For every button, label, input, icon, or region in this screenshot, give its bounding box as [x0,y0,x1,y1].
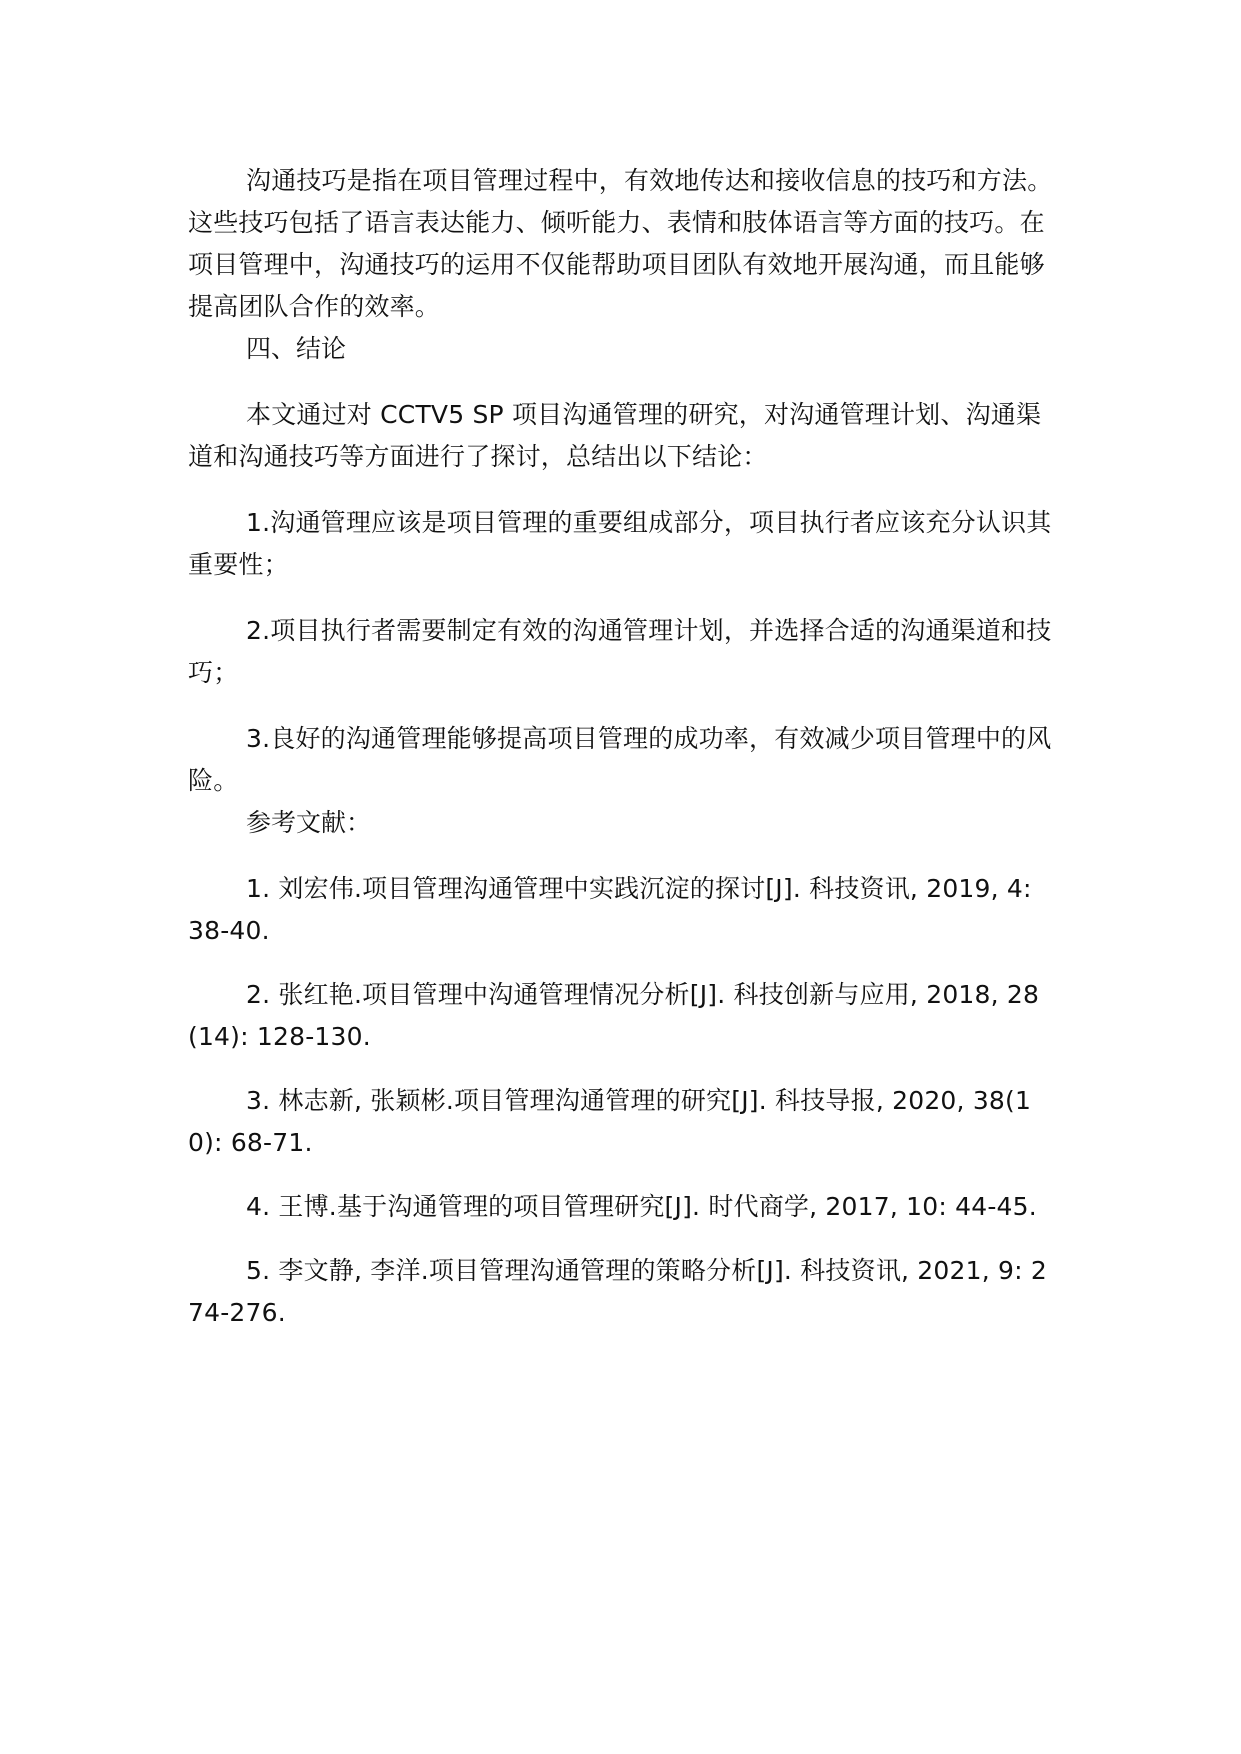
reference-item: 2. 张红艳.项目管理中沟通管理情况分析[J]. 科技创新与应用, 2018, 28(14): 128-130. [188,980,1040,1051]
conclusion-intro: 本文通过对 CCTV5 SP 项目沟通管理的研究，对沟通管理计划、沟通渠道和沟通技巧等方面进行了探讨，总结出以下结论： [188,400,1042,471]
reference-item: 1. 刘宏伟.项目管理沟通管理中实践沉淀的探讨[J]. 科技资讯, 2019, 4: 38-40. [188,874,1032,945]
reference-item: 5. 李文静, 李洋.项目管理沟通管理的策略分析[J]. 科技资讯, 2021, 9: 274-276. [188,1256,1048,1327]
references-heading: 参考文献： [246,808,372,837]
reference-item: 3. 林志新, 张颖彬.项目管理沟通管理的研究[J]. 科技导报, 2020, 38(10): 68-71. [188,1086,1032,1157]
reference-item: 4. 王博.基于沟通管理的项目管理研究[J]. 时代商学, 2017, 10: 44-45. [246,1192,1037,1221]
conclusion-item: 3.良好的沟通管理能够提高项目管理的成功率，有效减少项目管理中的风险。 [188,724,1052,795]
section-heading-conclusion: 四、结论 [246,334,347,363]
conclusion-item: 1.沟通管理应该是项目管理的重要组成部分，项目执行者应该充分认识其重要性； [188,508,1052,579]
conclusion-item: 2.项目执行者需要制定有效的沟通管理计划，并选择合适的沟通渠道和技巧； [188,616,1052,687]
document-page [188,160,1053,1334]
body-paragraph: 沟通技巧是指在项目管理过程中，有效地传达和接收信息的技巧和方法。这些技巧包括了语言表达能力、倾听能力、表情和肢体语言等方面的技巧。在项目管理中，沟通技巧的运用不仅能帮助项目团队有效地开展沟通，而且能够提高团队合作的效率。 [188,166,1053,321]
